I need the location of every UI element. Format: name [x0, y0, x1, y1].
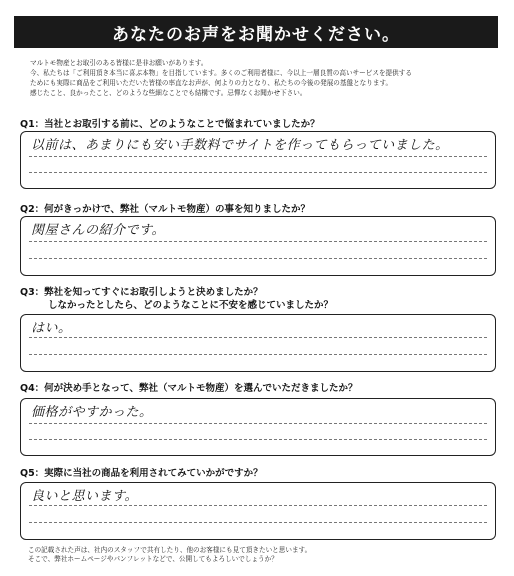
question-2-label: Q2：何がきっかけで、弊社（マルトモ物産）の事を知りましたか？: [20, 204, 310, 215]
ruled-line: [29, 337, 487, 338]
header-banner: [14, 16, 498, 48]
ruled-line: [29, 522, 487, 523]
answer-box-5[interactable]: [20, 482, 496, 540]
answer-1-text: 以前は、あまりにも安い手数料でサイトを作ってもらっていました。: [31, 138, 449, 153]
ruled-line: [29, 423, 487, 424]
question-4-label: Q4：何が決め手となって、弊社（マルトモ物産）を選んでいただきましたか？: [20, 383, 358, 394]
answer-box-1[interactable]: [20, 131, 496, 189]
question-1-label: Q1：当社とお取引する前に、どのようなことで悩まれていましたか？: [20, 119, 320, 130]
answer-box-3[interactable]: [20, 314, 496, 372]
footer-text: [28, 546, 508, 564]
answer-3-text: はい。: [31, 321, 72, 336]
intro-text: [30, 58, 500, 98]
intro-line: 今、私たちは「ご利用頂き本当に喜ぶ本物」を目指しています。多くのご利用者様に、今以上一層良質の高いサービスを提供する: [30, 69, 412, 77]
ruled-line: [29, 258, 487, 259]
ruled-line: [29, 172, 487, 173]
ruled-line: [29, 156, 487, 157]
intro-line: マルトモ物産とお取引のある皆様に是非お願いがあります。: [30, 59, 208, 67]
answer-5-text: 良いと思います。: [31, 489, 138, 504]
question-3-label: Q3：弊社を知ってすぐにお取引しようと決めましたか？: [20, 287, 263, 298]
question-3-label-line2: しなかったとしたら、どのようなことに不安を感じていましたか？: [48, 300, 334, 311]
intro-line: ためにも実際に商品をご利用いただいた皆様の率直なお声が、何よりの力となり、私たちの今後の発展の基盤となります。: [30, 79, 393, 87]
answer-4-text: 価格がやすかった。: [31, 405, 153, 420]
question-5-label: Q5：実際に当社の商品を利用されてみていかがですか？: [20, 468, 263, 479]
footer-line: この記載された声は、社内のスタッフで共有したり、他のお客様にも見て頂きたいと思います。: [28, 546, 312, 554]
footer-line: そこで、弊社ホームページやパンフレットなどで、公開してもよろしいでしょうか？: [28, 555, 278, 563]
ruled-line: [29, 241, 487, 242]
answer-box-4[interactable]: [20, 398, 496, 456]
ruled-line: [29, 354, 487, 355]
ruled-line: [29, 505, 487, 506]
intro-line: 感じたこと、良かったこと、どのような些細なことでも結構です。忌憚なくお聞かせ下さい。: [30, 89, 307, 97]
ruled-line: [29, 439, 487, 440]
answer-2-text: 関屋さんの紹介です。: [31, 223, 165, 238]
page-title: あなたのお声をお聞かせください。: [112, 24, 400, 45]
answer-box-2[interactable]: [20, 216, 496, 276]
